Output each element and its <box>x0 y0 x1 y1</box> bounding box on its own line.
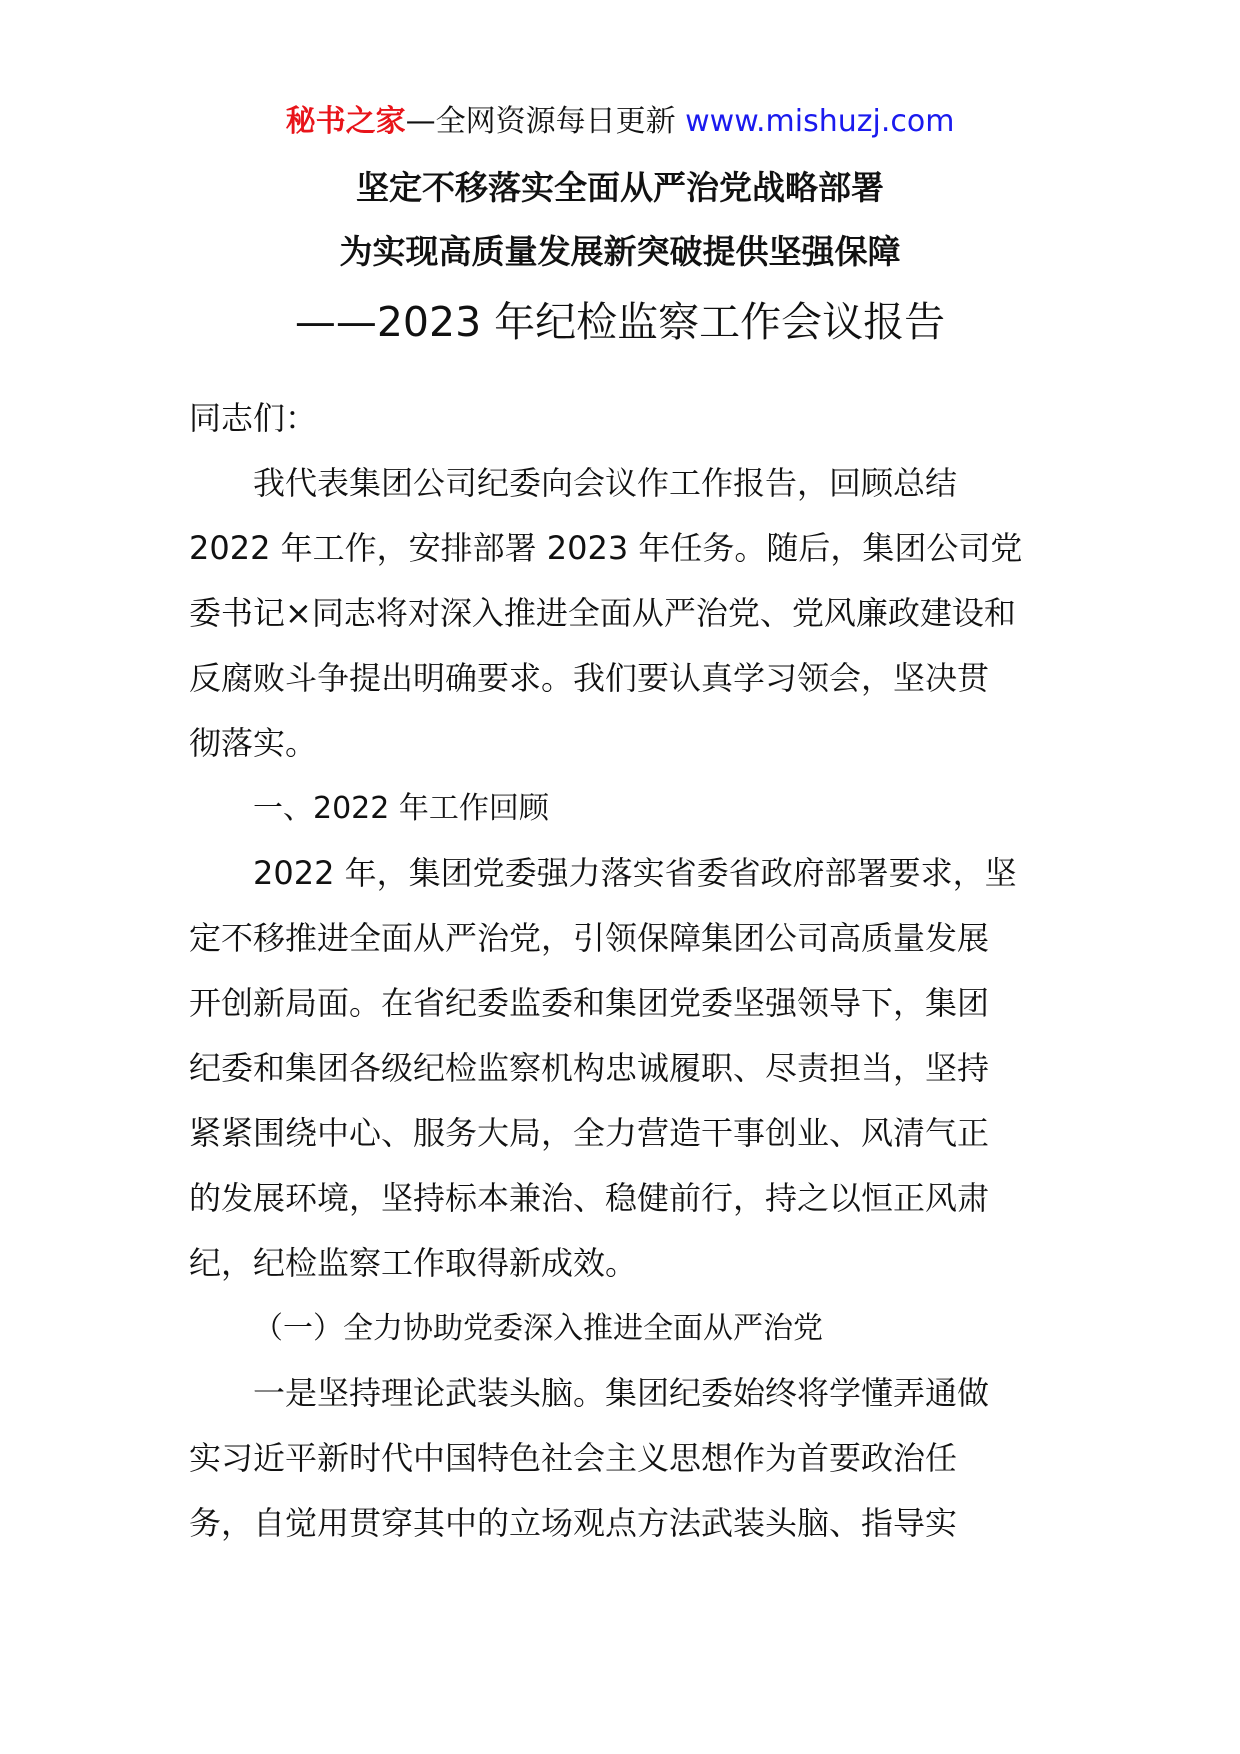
paragraph-line: 的发展环境，坚持标本兼治、稳健前行，持之以恒正风肃 <box>189 1179 990 1217</box>
paragraph-line: 纪，纪检监察工作取得新成效。 <box>189 1244 638 1282</box>
paragraph-line: 紧紧围绕中心、服务大局，全力营造干事创业、风清气正 <box>189 1114 990 1152</box>
section-heading: 一、2022 年工作回顾 <box>253 791 549 826</box>
site-url-link[interactable]: www.mishuzj.com <box>685 104 955 139</box>
paragraph-line: 2022 年，集团党委强力落实省委省政府部署要求，坚 <box>253 854 1017 892</box>
paragraph-line: 2022 年工作，安排部署 2023 年任务。随后，集团公司党 <box>189 529 1023 567</box>
site-slogan: —全网资源每日更新 <box>405 104 686 139</box>
greeting: 同志们： <box>189 399 318 437</box>
paragraph-line: 彻落实。 <box>189 724 318 762</box>
paragraph-line: 开创新局面。在省纪委监委和集团党委坚强领导下，集团 <box>189 984 990 1022</box>
document-title-line-1: 坚定不移落实全面从严治党战略部署 <box>356 168 884 207</box>
paragraph-line: 纪委和集团各级纪检监察机构忠诚履职、尽责担当，坚持 <box>189 1049 990 1087</box>
paragraph-line: 务，自觉用贯穿其中的立场观点方法武装头脑、指导实 <box>189 1504 958 1542</box>
document-title-line-2: 为实现高质量发展新突破提供坚强保障 <box>339 232 901 271</box>
paragraph-line: 反腐败斗争提出明确要求。我们要认真学习领会，坚决贯 <box>189 659 990 697</box>
paragraph-line: 我代表集团公司纪委向会议作工作报告，回顾总结 <box>253 464 958 502</box>
paragraph-line: 实习近平新时代中国特色社会主义思想作为首要政治任 <box>189 1439 958 1477</box>
paragraph-line: 定不移推进全面从严治党，引领保障集团公司高质量发展 <box>189 919 990 957</box>
paragraph-line: 委书记×同志将对深入推进全面从严治党、党风廉政建设和 <box>189 594 1016 632</box>
site-brand: 秘书之家 <box>285 104 406 139</box>
subsection-heading: （一）全力协助党委深入推进全面从严治党 <box>253 1311 823 1346</box>
document-body <box>189 386 1059 1556</box>
site-header <box>0 100 1240 144</box>
document-subtitle: ——2023 年纪检监察工作会议报告 <box>294 298 946 346</box>
paragraph-line: 一是坚持理论武装头脑。集团纪委始终将学懂弄通做 <box>253 1374 990 1412</box>
